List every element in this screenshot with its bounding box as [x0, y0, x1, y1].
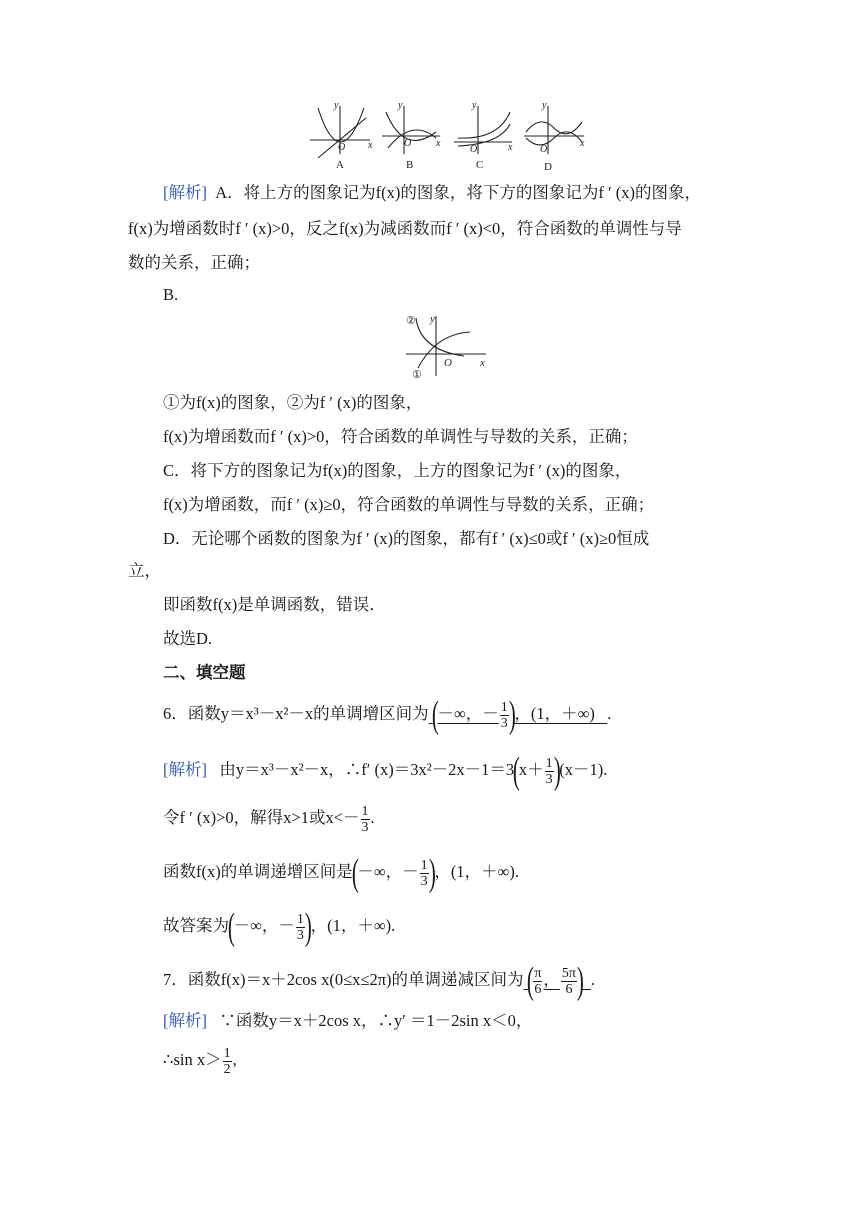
text: 5π — [561, 965, 576, 981]
analysis-tag: [解析] — [163, 183, 207, 202]
q6-stem — [163, 694, 612, 737]
fraction — [223, 1046, 232, 1077]
analysis-p5-line11: 故选D. — [163, 629, 213, 648]
q7-answer: ( $\frac{\pi}{6}$ ， $\frac{5\pi}{6}$ ) — [526, 960, 584, 1003]
axis-x-label-c: x — [508, 142, 513, 153]
figure-label-d: D — [544, 161, 552, 173]
q7-stem — [163, 960, 596, 1003]
text: A．将上方的图象记为f(x)的图象，将下方的图象记为f ′ (x)的图象， — [215, 183, 701, 202]
text: 函数f(x)的单调递增区间是 — [163, 862, 353, 881]
text: 由y＝x³－x²－x，∴f′ (x)＝3x²－2x－1＝3 — [219, 760, 515, 779]
analysis-p5-line1 — [163, 182, 701, 204]
text: 1 — [223, 1045, 231, 1061]
text: , — [232, 1050, 237, 1069]
figb-origin: O — [444, 357, 452, 369]
analysis-p5-line3: 数的关系，正确； — [128, 253, 260, 272]
figure-label-b: B — [406, 159, 414, 171]
q7-stem-text: 7．函数f(x)＝x＋2cos x(0≤x≤2π)的单调递减区间为 — [163, 970, 524, 989]
fraction — [545, 756, 554, 787]
text: 令f ′ (x)>0，解得x>1或x<－ — [163, 808, 360, 827]
section-heading: 二、填空题 — [163, 663, 246, 682]
fraction — [420, 858, 429, 889]
analysis-p5-line2: f(x)为增函数时f ′ (x)>0，反之f(x)为减函数而f ′ (x)<0，符合函数的单调性与导 — [128, 219, 682, 238]
axis-y-label-b: y — [398, 100, 403, 111]
text: 6 — [565, 981, 573, 997]
figb-x-label: x — [480, 357, 485, 369]
q6-solution-line4: 故答案为(－∞，－ $\frac{1}{3}$ )，(1，＋∞). — [163, 906, 396, 949]
text: ， — [543, 970, 560, 989]
text: ，(1，＋∞). — [434, 862, 519, 881]
figure-label-c: C — [476, 159, 484, 171]
text: . — [607, 704, 612, 723]
axis-y-label-a: y — [334, 100, 339, 111]
text: －∞，－ — [437, 704, 499, 723]
fraction — [361, 804, 370, 835]
origin-a: O — [338, 142, 346, 153]
text: . — [590, 970, 596, 989]
text: x＋ — [518, 760, 544, 779]
analysis-p5-line10: 即函数f(x)是单调函数，错误． — [163, 595, 386, 614]
text: －∞，－ — [233, 916, 295, 935]
analysis-p5-line8: D．无论哪个函数的图象为f ′ (x)的图象，都有f ′ (x)≤0或f ′ (x)≥0恒成 — [163, 529, 650, 548]
figure-label-a: A — [336, 159, 344, 171]
axis-x-label-b: x — [436, 138, 441, 149]
figure-b — [402, 310, 492, 382]
q6-solution-line1: [解析] 由y＝x³－x²－x，∴f′ (x)＝3x²－2x－1＝3(x＋ $\frac{1}{3}$ )(x－1). — [163, 750, 608, 793]
text: 3 — [361, 819, 369, 835]
text: 3 — [500, 715, 508, 731]
q6-stem-text: 6．函数y＝x³－x²－x的单调增区间为 — [163, 704, 429, 723]
text: (x－1). — [559, 760, 608, 779]
text: ，(1，＋∞) — [514, 704, 595, 723]
axis-y-label-d: y — [542, 100, 547, 111]
text: 3 — [420, 873, 428, 889]
text: 故答案为 — [163, 916, 229, 935]
fraction — [296, 912, 305, 943]
origin-c: O — [470, 144, 478, 155]
text: 1 — [500, 699, 508, 715]
origin-b: O — [404, 138, 412, 149]
text: 1 — [545, 755, 553, 771]
text: 3 — [545, 771, 553, 787]
text: ∴sin x＞ — [163, 1050, 222, 1069]
axis-y-label-c: y — [472, 100, 477, 111]
analysis-p5-line9: 立， — [128, 561, 161, 580]
q6-solution-line2 — [163, 800, 375, 836]
text: 1 — [420, 857, 428, 873]
text: [解析] — [163, 1011, 207, 1030]
text: [解析] — [163, 760, 207, 779]
text: ∵函数y＝x＋2cos x，∴y′ ＝1－2sin x＜0， — [219, 1011, 533, 1030]
text: 2 — [223, 1061, 231, 1077]
text: 1 — [296, 911, 304, 927]
q7-solution-line1 — [163, 1010, 532, 1032]
analysis-p5-line5: f(x)为增函数而f ′ (x)>0，符合函数的单调性与导数的关系，正确； — [163, 427, 638, 446]
analysis-p5-line6: C．将下方的图象记为f(x)的图象，上方的图象记为f ′ (x)的图象， — [163, 461, 632, 480]
text: . — [370, 808, 375, 827]
axis-x-label-d: x — [580, 138, 585, 149]
figure-four-graphs — [308, 98, 588, 174]
origin-d: O — [540, 144, 548, 155]
q6-solution-line3: 函数f(x)的单调递增区间是(－∞，－ $\frac{1}{3}$ )，(1，＋∞). — [163, 852, 519, 895]
figb-y-label: y — [430, 313, 435, 325]
text: 3 — [296, 927, 304, 943]
analysis-p5-line7: f(x)为增函数，而f ′ (x)≥0，符合函数的单调性与导数的关系，正确； — [163, 495, 655, 514]
fraction — [533, 966, 542, 997]
axis-x-label-a: x — [368, 140, 373, 151]
q6-answer: (－∞，－ $\frac{1}{3}$ )，(1，＋∞) — [431, 694, 595, 737]
fraction — [561, 966, 577, 997]
text: 1 — [361, 803, 369, 819]
circle-label-1: ① — [412, 369, 422, 381]
text: π — [534, 965, 542, 981]
text: －∞，－ — [357, 862, 419, 881]
text: 6 — [534, 981, 542, 997]
option-b-label: B. — [163, 285, 179, 304]
circle-label-2: ② — [406, 315, 416, 327]
q7-solution-line2 — [163, 1042, 237, 1078]
fraction — [500, 700, 509, 731]
analysis-p5-line4: ①为f(x)的图象，②为f ′ (x)的图象， — [163, 393, 423, 412]
text: ，(1，＋∞). — [310, 916, 396, 935]
